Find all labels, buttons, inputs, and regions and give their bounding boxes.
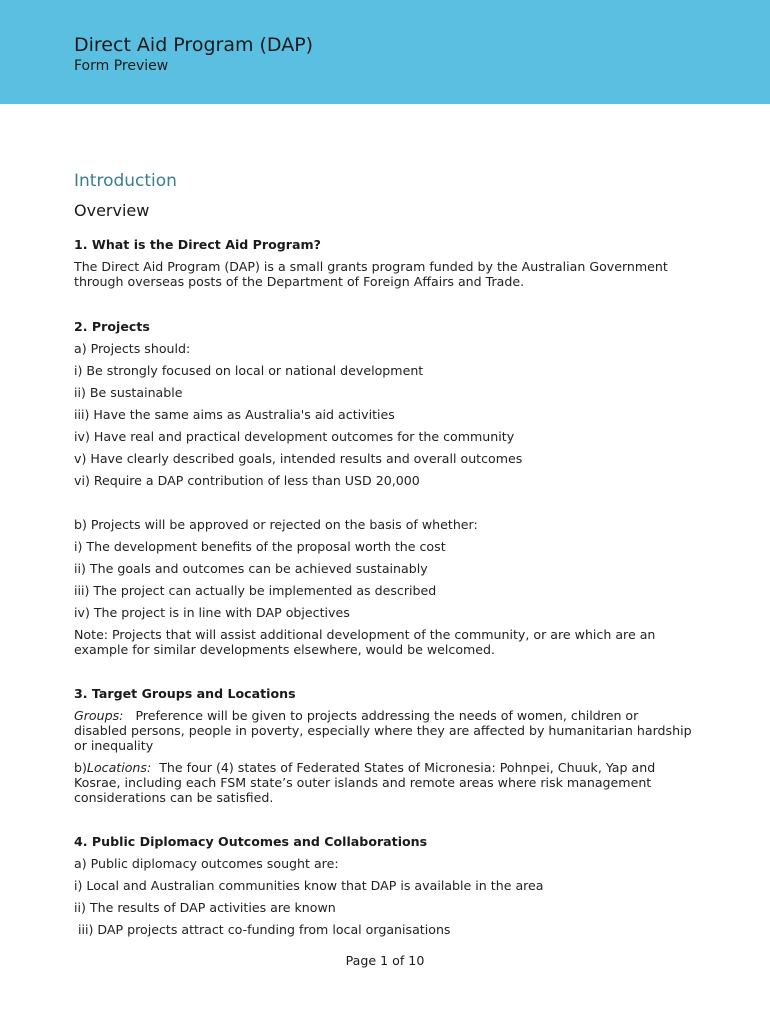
form-title: Direct Aid Program (DAP) (74, 34, 314, 56)
list-item: i) Local and Australian communities know that DAP is available in the area (74, 878, 544, 893)
list-item: iv) Have real and practical development outcomes for the community (74, 429, 515, 444)
subsection-title: Overview (74, 201, 150, 220)
list-item: ii) Be sustainable (74, 385, 183, 400)
groups-text: Preference will be given to projects addressing the needs of women, children or disabled persons, people in poverty, especially where they are affected by humanitarian hardship or inequality (74, 708, 692, 753)
form-subtitle: Form Preview (74, 58, 169, 74)
list-item: ii) The results of DAP activities are known (74, 900, 336, 915)
locations-text: The four (4) states of Federated States of Micronesia: Pohnpei, Chuuk, Yap and Kosrae, including each FSM state’s outer islands and remote areas where risk management considerations can be satisfied. (74, 760, 656, 805)
projects-b-intro: b) Projects will be approved or rejected on the basis of whether: (74, 517, 478, 532)
list-item: v) Have clearly described goals, intended results and overall outcomes (74, 451, 523, 466)
locations-paragraph (74, 760, 694, 805)
locations-label: Locations: (86, 760, 152, 775)
list-item: i) The development benefits of the proposal worth the cost (74, 539, 446, 554)
question-2-title: 2. Projects (74, 319, 150, 334)
projects-a-intro: a) Projects should: (74, 341, 191, 356)
section-title: Introduction (74, 171, 177, 191)
projects-note: Note: Projects that will assist additional development of the community, or are which are an example for similar developments elsewhere, would be welcomed. (74, 627, 656, 657)
list-item: iii) DAP projects attract co-funding from local organisations (74, 922, 451, 937)
list-item: iv) The project is in line with DAP objectives (74, 605, 350, 620)
question-3-title: 3. Target Groups and Locations (74, 686, 296, 701)
groups-label: Groups: (74, 708, 124, 723)
diplomacy-intro: a) Public diplomacy outcomes sought are: (74, 856, 339, 871)
question-1-body: The Direct Aid Program (DAP) is a small grants program funded by the Australian Government through overseas posts of the Department of Foreign Affairs and Trade. (74, 259, 668, 289)
target-groups-paragraph (74, 708, 694, 753)
header-banner (0, 0, 770, 104)
list-item: i) Be strongly focused on local or national development (74, 363, 424, 378)
list-item: iii) The project can actually be implemented as described (74, 583, 437, 598)
list-item: ii) The goals and outcomes can be achieved sustainably (74, 561, 428, 576)
form-content (74, 170, 694, 937)
list-item: iii) Have the same aims as Australia's aid activities (74, 407, 395, 422)
locations-prefix: b) (74, 760, 87, 775)
list-item: vi) Require a DAP contribution of less than USD 20,000 (74, 473, 420, 488)
page-number: Page 1 of 10 (345, 953, 425, 968)
question-1-title: 1. What is the Direct Aid Program? (74, 237, 321, 252)
question-4-title: 4. Public Diplomacy Outcomes and Collaborations (74, 834, 428, 849)
